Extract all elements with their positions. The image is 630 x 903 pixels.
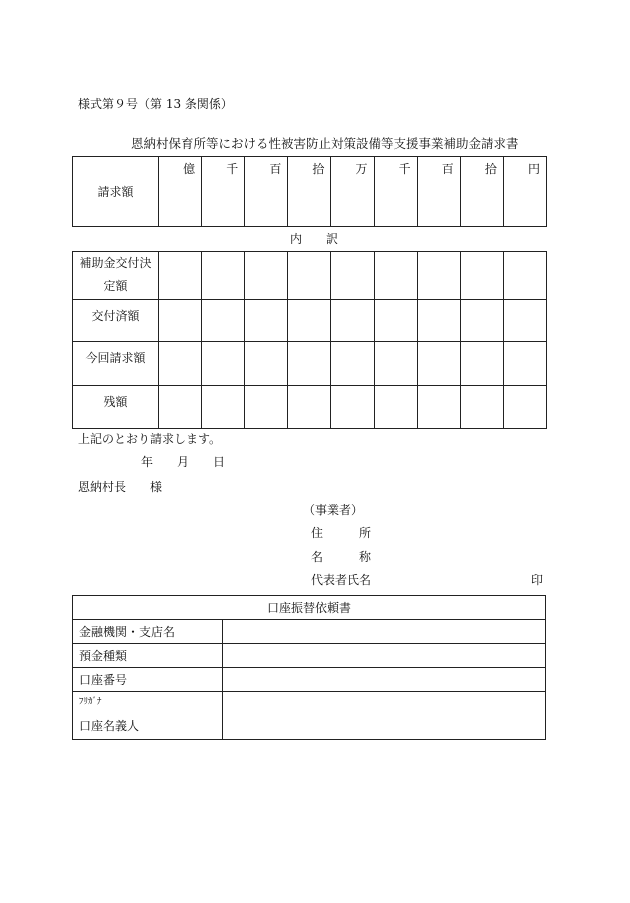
table-row xyxy=(73,644,546,668)
cell[interactable] xyxy=(202,252,245,300)
cell[interactable] xyxy=(288,386,331,429)
cell[interactable] xyxy=(503,252,546,300)
table-row xyxy=(73,300,547,342)
cell[interactable] xyxy=(288,252,331,300)
form-number: 様式第９号（第 13 条関係） xyxy=(78,97,233,111)
cell[interactable] xyxy=(288,342,331,386)
bank-transfer-table xyxy=(72,595,546,740)
account-type-field[interactable] xyxy=(223,644,546,668)
breakdown-table xyxy=(72,251,547,429)
account-type-label: 預金種類 xyxy=(73,644,223,668)
account-holder-label: 口座名義人 xyxy=(79,719,140,733)
address-label: 住 所 xyxy=(311,526,372,540)
table-row xyxy=(73,620,546,644)
cell[interactable] xyxy=(331,342,374,386)
unit-sen-1[interactable]: 千 xyxy=(202,157,245,227)
account-holder-field[interactable] xyxy=(223,692,546,740)
unit-juu-1[interactable]: 拾 xyxy=(288,157,331,227)
account-number-label: 口座番号 xyxy=(73,668,223,692)
cell[interactable] xyxy=(202,342,245,386)
cell[interactable] xyxy=(374,252,417,300)
cell[interactable] xyxy=(202,300,245,342)
unit-sen-2[interactable]: 千 xyxy=(374,157,417,227)
cell[interactable] xyxy=(374,342,417,386)
table-row xyxy=(73,668,546,692)
cell[interactable] xyxy=(503,342,546,386)
unit-hyaku-2[interactable]: 百 xyxy=(417,157,460,227)
row-label: 交付済額 xyxy=(73,300,159,342)
cell[interactable] xyxy=(417,252,460,300)
bank-table-heading: 口座振替依頼書 xyxy=(73,596,546,620)
cell[interactable] xyxy=(460,342,503,386)
cell[interactable] xyxy=(417,342,460,386)
statement-text: 上記のとおり請求します。 xyxy=(78,432,222,446)
bank-branch-field[interactable] xyxy=(223,620,546,644)
cell[interactable] xyxy=(159,300,202,342)
representative-label: 代表者氏名 xyxy=(311,573,372,587)
table-row xyxy=(73,252,547,300)
cell[interactable] xyxy=(288,300,331,342)
cell[interactable] xyxy=(460,386,503,429)
cell[interactable] xyxy=(159,252,202,300)
cell[interactable] xyxy=(331,386,374,429)
account-number-field[interactable] xyxy=(223,668,546,692)
cell[interactable] xyxy=(374,386,417,429)
unit-man[interactable]: 万 xyxy=(331,157,374,227)
unit-juu-2[interactable]: 拾 xyxy=(460,157,503,227)
table-row xyxy=(73,692,546,740)
row-label: 今回請求額 xyxy=(73,342,159,386)
bank-branch-label: 金融機関・支店名 xyxy=(73,620,223,644)
cell[interactable] xyxy=(503,300,546,342)
cell[interactable] xyxy=(245,300,288,342)
cell[interactable] xyxy=(245,386,288,429)
cell[interactable] xyxy=(331,252,374,300)
row-label xyxy=(73,252,159,300)
row-label-line2: 定額 xyxy=(103,279,128,293)
unit-hyaku-1[interactable]: 百 xyxy=(245,157,288,227)
name-label: 名 称 xyxy=(311,550,372,564)
cell[interactable] xyxy=(417,386,460,429)
cell[interactable] xyxy=(503,386,546,429)
cell[interactable] xyxy=(159,386,202,429)
unit-oku[interactable]: 億 xyxy=(159,157,202,227)
unit-en[interactable]: 円 xyxy=(503,157,546,227)
applicant-heading: （事業者） xyxy=(303,503,364,517)
account-holder-label-cell xyxy=(73,692,223,740)
furigana-label: ﾌﾘｶﾞﾅ xyxy=(79,697,102,707)
date-line[interactable]: 年 月 日 xyxy=(141,455,226,469)
cell[interactable] xyxy=(245,342,288,386)
cell[interactable] xyxy=(374,300,417,342)
cell[interactable] xyxy=(417,300,460,342)
breakdown-heading: 内 訳 xyxy=(290,232,339,246)
addressee: 恩納村長 様 xyxy=(78,480,163,494)
cell[interactable] xyxy=(202,386,245,429)
row-label-line1: 補助金交付決 xyxy=(79,256,152,270)
cell[interactable] xyxy=(159,342,202,386)
cell[interactable] xyxy=(331,300,374,342)
amount-label: 請求額 xyxy=(73,157,159,227)
cell[interactable] xyxy=(245,252,288,300)
table-row xyxy=(73,342,547,386)
row-label: 残額 xyxy=(73,386,159,429)
document-title: 恩納村保育所等における性被害防止対策設備等支援事業補助金請求書 xyxy=(131,136,519,151)
cell[interactable] xyxy=(460,252,503,300)
seal-mark: 印 xyxy=(531,573,544,587)
amount-table xyxy=(72,156,547,227)
cell[interactable] xyxy=(460,300,503,342)
table-row xyxy=(73,386,547,429)
